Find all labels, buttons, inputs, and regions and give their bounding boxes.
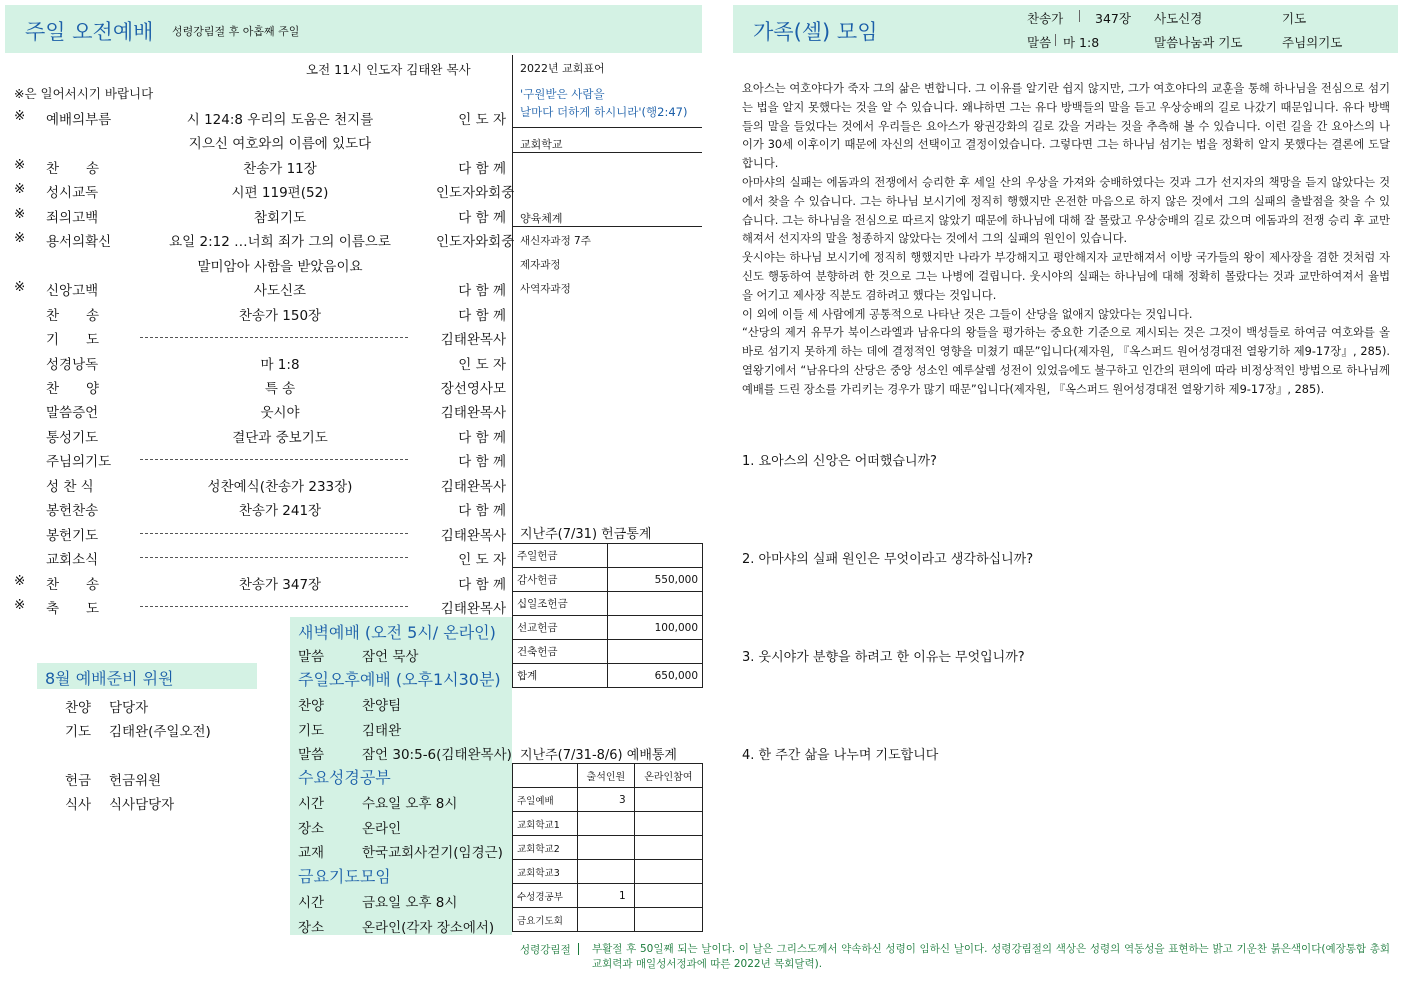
order-row: [10, 520, 505, 544]
meeting-key: 장소: [298, 820, 325, 837]
order-item: 죄의고백: [46, 209, 99, 226]
motto-line-2: 날마다 더하게 하시니라'(행2:47): [520, 105, 688, 119]
prep-value: 헌금위원: [109, 773, 162, 789]
order-item: 교회소식: [46, 552, 99, 569]
meeting-key: 말씀: [298, 747, 325, 763]
standing-mark: ※: [14, 181, 26, 198]
order-item: 용서의확신: [46, 234, 112, 251]
prep-row: [65, 793, 174, 813]
order-row: [10, 593, 505, 617]
prep-row: [65, 769, 161, 789]
order-leader: 김태완목사: [440, 601, 506, 617]
order-row: [10, 569, 505, 593]
standing-mark: ※: [14, 572, 26, 589]
order-item: 말씀증언: [46, 405, 99, 422]
meeting-row: [298, 694, 401, 714]
order-content: 시편 119편(52): [231, 185, 329, 202]
order-item: 신앙고백: [46, 283, 99, 300]
offering-value: 550,000: [608, 568, 703, 592]
order-leader: 다 함 께: [458, 160, 506, 177]
sharing-label: 말씀나눔과 기도: [1154, 35, 1243, 50]
standing-mark: ※: [14, 108, 26, 124]
order-content: 특 송: [264, 380, 296, 397]
side-rule-2: [512, 152, 702, 153]
order-content: 찬송가 150장: [238, 307, 322, 324]
offering-row: [513, 640, 703, 664]
creed-label: 사도신경: [1154, 11, 1203, 26]
training-label: 양육체계: [520, 212, 563, 225]
prep-row: [65, 720, 211, 740]
training-item: 제자과정: [520, 259, 561, 271]
attendance-row: [513, 788, 703, 812]
dashed-line: [140, 606, 408, 607]
meeting-row: [298, 743, 512, 763]
offering-title: 지난주(7/31) 헌금통계: [520, 527, 652, 542]
offering-row: [513, 664, 703, 688]
left-header-title: 주일 오전예배: [25, 20, 154, 44]
order-leader: 김태완목사: [440, 478, 506, 495]
side-rule-3: [512, 226, 702, 227]
attendance-row: [513, 908, 703, 932]
attendance-label: 교회학교2: [513, 836, 578, 860]
offering-table: [512, 543, 703, 688]
order-content: 사도신조: [253, 283, 307, 300]
order-leader: 다 함 께: [458, 307, 506, 324]
order-row: [10, 397, 505, 421]
meeting-value: 찬양팀: [362, 698, 402, 714]
order-leader: 김태완목사: [440, 527, 506, 544]
attendance-present: [578, 860, 635, 884]
dashed-line: [140, 337, 408, 338]
order-item: 성시교독: [46, 185, 99, 202]
hymn-label: 찬송가: [1027, 11, 1064, 26]
order-row: [10, 324, 505, 348]
dashed-line: [140, 459, 408, 460]
meeting-row: [298, 719, 401, 739]
paragraph: 이 외에 이들 세 사람에게 공통적으로 나타난 것은 그들이 산당을 없애지 않았다는 것입니다.: [742, 307, 1193, 321]
order-leader: 인 도 자: [458, 112, 506, 128]
order-leader: 김태완목사: [440, 332, 506, 349]
attendance-online: [634, 836, 702, 860]
offering-value: [608, 592, 703, 616]
order-item: 성경낭독: [46, 356, 99, 373]
order-item: 찬 송: [46, 576, 100, 593]
order-row: [10, 104, 505, 128]
divider-mark: [1079, 10, 1080, 22]
offering-label: 선교헌금: [513, 616, 608, 640]
word-value: 마 1:8: [1063, 35, 1100, 50]
order-item: 찬 송: [46, 307, 100, 324]
meeting-value: 금요일 오후 8시: [362, 895, 458, 911]
question-1: 1. 요아스의 신앙은 어떠했습니까?: [742, 454, 937, 469]
order-leader: 다 함 께: [458, 503, 506, 520]
standing-mark: ※: [14, 597, 26, 613]
order-row: [10, 446, 505, 470]
order-item: 주님의기도: [46, 454, 112, 471]
order-leader: 다 함 께: [458, 283, 506, 300]
order-leader: 인 도 자: [458, 552, 506, 569]
lords-prayer-label: 주님의기도: [1282, 35, 1343, 50]
attendance-label: 교회학교3: [513, 860, 578, 884]
order-item: 봉헌찬송: [46, 503, 99, 520]
attendance-present: [578, 908, 635, 932]
attendance-label: 금요기도회: [513, 908, 578, 932]
order-content: 마 1:8: [260, 356, 300, 373]
attendance-row: [513, 812, 703, 836]
order-leader: 장선영사모: [440, 380, 506, 397]
meeting-value: 온라인(각자 장소에서): [362, 919, 495, 936]
standing-mark: ※: [14, 205, 26, 222]
order-row: [10, 226, 515, 251]
order-item: 찬 양: [46, 380, 100, 397]
meeting-key: 시간: [298, 796, 325, 812]
school-label: 교회학교: [520, 138, 563, 151]
order-leader: 김태완목사: [440, 405, 506, 422]
order-leader: 다 함 께: [458, 429, 506, 446]
attendance-row: [513, 860, 703, 884]
attendance-row: [513, 884, 703, 908]
meeting-row: [298, 792, 457, 812]
order-content: 결단과 중보기도: [232, 429, 328, 446]
order-item: 기 도: [46, 332, 100, 349]
attendance-label: 수성경공부: [513, 884, 578, 908]
attendance-label: 교회학교1: [513, 812, 578, 836]
order-item: 예배의부름: [46, 112, 112, 128]
order-row: [10, 422, 505, 446]
meeting-key: 교재: [298, 845, 325, 861]
order-content: 시 124:8 우리의 도움은 천지를: [186, 112, 374, 128]
order-leader: 다 함 께: [458, 454, 506, 471]
order-item: 통성기도: [46, 429, 99, 446]
question-3: 3. 웃시야가 분향을 하려고 한 이유는 무엇입니까?: [742, 650, 1025, 665]
pm-title: 주일오후예배 (오후1시30분): [298, 670, 501, 689]
attendance-present: [578, 836, 635, 860]
order-content: 웃시야: [260, 405, 300, 422]
order-row: [10, 275, 505, 299]
hymn-value: 347장: [1095, 11, 1131, 26]
prep-title: 8월 예배준비 위원: [45, 669, 174, 688]
order-item: 축 도: [46, 601, 100, 617]
order-content: 성찬예식(찬송가 233장): [207, 478, 353, 495]
service-info: 오전 11시 인도자 김태완 목사: [306, 62, 471, 77]
prep-row: [65, 696, 148, 716]
order-row: [10, 349, 505, 373]
left-header: [5, 5, 702, 53]
order-content: 지으신 여호와의 이름에 있도다: [188, 136, 372, 153]
meeting-value: 온라인: [362, 820, 402, 837]
attendance-online: [634, 812, 702, 836]
offering-row: [513, 616, 703, 640]
meeting-value: 한국교회사걷기(임경근): [362, 845, 503, 861]
training-item: 사역자과정: [520, 283, 571, 295]
prep-value: 식사담당자: [109, 797, 175, 813]
meeting-row: [298, 817, 401, 837]
order-row: [10, 177, 515, 202]
prep-value: 김태완(주일오전): [109, 724, 211, 740]
prep-key: 헌금: [65, 773, 92, 789]
order-row: [10, 202, 505, 226]
left-header-subtitle: 성령강림절 후 아홉째 주일: [172, 25, 300, 38]
footer-label: 성령강림절: [520, 944, 571, 956]
footer-divider: [578, 943, 579, 955]
meeting-value: 김태완: [362, 722, 402, 739]
order-content: 말미암아 사함을 받았음이요: [197, 258, 363, 275]
order-leader: 인도자와회중: [436, 185, 515, 202]
order-item: 성 찬 식: [46, 478, 94, 495]
paragraph: 웃시야는 하나님 보시기에 정직히 행했지만 나라가 부강해지고 평안해지자 교만해져서 이방 국가들의 왕이 제사장을 겸한 것처럼 자신도 행동하여 분향하려 한 것으로 그는 나병에 걸립니다. 웃시야의 실패는 하나님에 대해 정확히 몰랐다는 것과 교만하여져서 율법을 어기고 제사장 직분도 겸하려고 했다는 것입니다.: [742, 251, 1390, 302]
attendance-present: [578, 812, 635, 836]
paragraph: “산당의 제거 유무가 북이스라엘과 남유다의 왕들을 평가하는 중요한 기준으로 제시되는 것은 그것이 백성들로 하여금 여호와를 올바로 섬기지 못하게 하는 데에 결정적인 영향을 미쳤기 때문”입니다(제자원, 『옥스퍼드 원어성경대전 열왕기하 제9-17장』, 285).열왕기에서 “남유다의 산당은 중앙 성소인 예루살렘 성전이 있었음에도 불구하고 인간의 편의에 따라 비정상적인 방법으로 하나님께 예배를 드린 장소를 가리키는 경우가 많기 때문”입니다(제자원, 『옥스퍼드 원어성경대전 열왕기하 제9-17장』, 285).: [742, 326, 1390, 396]
order-row: [10, 471, 505, 495]
order-content: 요일 2:12 …너희 죄가 그의 이름으로: [169, 234, 391, 251]
attendance-row: [513, 836, 703, 860]
attendance-corner: [513, 764, 578, 788]
wed-title: 수요성경공부: [298, 768, 391, 787]
attendance-present: 1: [578, 884, 635, 908]
paragraph: 요아스는 여호야다가 죽자 그의 삶은 변합니다. 그 이유를 알기란 쉽지 않지만, 그가 여호야다의 교훈을 통해 하나님을 전심으로 섬기는 법을 알지 못했다는 것을 알 수 있습니다. 왜냐하면 그는 유다 방백들의 말을 듣고 우상숭배의 길로 나갔기 때문입니다. 유다 방백들의 말을 들었다는 것에서 우리들은 요아스가 왕권강화의 길로 갔을 거라는 것을 추측해 볼 수 있습니다. 이런 길을 간 요아스의 나이가 30세 이후이기 때문에 자신의 선택이고 결정이었습니다. 그렇다면 그는 하나님 섬기는 법을 정확히 알지 못했다는 결론에 도달합니다.: [742, 82, 1390, 171]
meeting-key: 장소: [298, 919, 325, 936]
meeting-row: [298, 841, 503, 861]
attendance-header-row: [513, 764, 703, 788]
dashed-line: [140, 557, 408, 558]
attendance-online: [634, 860, 702, 884]
meeting-key: 기도: [298, 722, 325, 739]
attendance-title: 지난주(7/31-8/6) 예배통계: [520, 748, 677, 763]
attendance-present: 3: [578, 788, 635, 812]
right-header: [733, 5, 1398, 53]
offering-row: [513, 592, 703, 616]
offering-label: 감사헌금: [513, 568, 608, 592]
offering-label: 합계: [513, 664, 608, 688]
question-2: 2. 아마샤의 실패 원인은 무엇이라고 생각하십니까?: [742, 552, 1034, 567]
word-label: 말씀: [1027, 35, 1052, 50]
meeting-row: [298, 891, 457, 911]
study-text: [742, 80, 1390, 400]
paragraph: 아마샤의 실패는 에돔과의 전쟁에서 승리한 후 세일 산의 우상을 가져와 숭배하였다는 것과 그가 선지자의 책망을 듣지 않았다는 것에서 찾을 수 있습니다. 그는 하나님 보시기에 정직히 행했지만 온전한 마음으로 하지 않은 것에서 그의 실패의 출발점을 찾을 수 있습니다. 그는 하나님을 전심으로 따르지 않았기 때문에 하나님에 대해 잘 몰랐고 우상숭배의 길로 갔으며 에돔과의 전쟁 승리 후 교만해져서 선지자의 말을 청종하지 않았다는 것에서 그의 실패의 원인이 있습니다.: [742, 175, 1390, 246]
dashed-line: [140, 533, 408, 534]
standing-mark: ※: [14, 156, 26, 173]
order-row: [10, 544, 505, 568]
order-content: 찬송가 241장: [238, 503, 322, 520]
dawn-row: 말씀 잠언 묵상: [298, 649, 419, 665]
order-content: 참회기도: [253, 209, 307, 226]
attendance-online: [634, 908, 702, 932]
offering-row: [513, 568, 703, 592]
prep-key: 기도: [65, 724, 92, 740]
attendance-label: 주일예배: [513, 788, 578, 812]
order-row: [10, 153, 505, 177]
training-item: 새신자과정 7주: [520, 235, 591, 247]
order-item: 찬 송: [46, 160, 100, 177]
meeting-key: 시간: [298, 895, 325, 911]
meeting-key: 찬양: [298, 698, 325, 714]
fri-title: 금요기도모임: [298, 867, 391, 886]
right-header-title: 가족(셀) 모임: [753, 20, 878, 44]
motto-title: 2022년 교회표어: [520, 62, 605, 75]
offering-label: 십일조헌금: [513, 592, 608, 616]
prayer-label: 기도: [1282, 11, 1307, 26]
order-row: [10, 300, 505, 324]
offering-value: [608, 544, 703, 568]
order-content: 찬송가 347장: [238, 576, 322, 593]
order-leader: 다 함 께: [458, 209, 506, 226]
order-leader: 다 함 께: [458, 576, 506, 593]
column-divider: [512, 55, 513, 620]
motto-line-1: '구원받은 사람을: [520, 87, 605, 101]
attendance-header: 온라인참여: [634, 764, 702, 788]
prep-value: 담당자: [109, 700, 149, 716]
standing-mark: ※: [14, 279, 26, 296]
order-row: [10, 251, 505, 275]
footer-text: 부활절 후 50일째 되는 날이다. 이 날은 그리스도께서 약속하신 성령이 임하신 날이다. 성령강림절의 색상은 성령의 역동성을 표현하는 밝고 기운찬 붉은색이다(예장통합 총회 교회력과 매일성서정과에 따른 2022년 목회달력).: [592, 943, 1390, 970]
standing-mark: ※: [14, 230, 26, 247]
attendance-online: [634, 884, 702, 908]
prep-key: 식사: [65, 797, 92, 813]
order-content: 찬송가 11장: [243, 160, 317, 177]
order-row: [10, 373, 505, 397]
offering-value: [608, 640, 703, 664]
offering-row: [513, 544, 703, 568]
attendance-header: 출석인원: [578, 764, 635, 788]
side-rule-1: [512, 127, 702, 128]
meeting-value: 수요일 오후 8시: [362, 796, 458, 812]
order-leader: 인 도 자: [458, 356, 506, 373]
prep-header: [37, 663, 257, 689]
offering-value: 650,000: [608, 664, 703, 688]
meeting-row: [298, 916, 494, 936]
offering-value: 100,000: [608, 616, 703, 640]
attendance-online: [634, 788, 702, 812]
prep-key: 찬양: [65, 700, 92, 716]
meeting-value: 잠언 30:5-6(김태완목사): [362, 747, 512, 763]
order-row: [10, 128, 505, 152]
question-4: 4. 한 주간 삶을 나누며 기도합니다: [742, 748, 939, 763]
offering-label: 주일헌금: [513, 544, 608, 568]
order-item: 봉헌기도: [46, 527, 99, 544]
standing-note: ※은 일어서시기 바랍니다: [14, 86, 154, 101]
dawn-title: 새벽예배 (오전 5시/ 온라인): [298, 623, 496, 642]
order-leader: 인도자와회중: [436, 234, 515, 251]
offering-label: 건축헌금: [513, 640, 608, 664]
attendance-table: [512, 763, 703, 932]
order-row: [10, 495, 505, 519]
divider-mark: [1055, 34, 1056, 46]
